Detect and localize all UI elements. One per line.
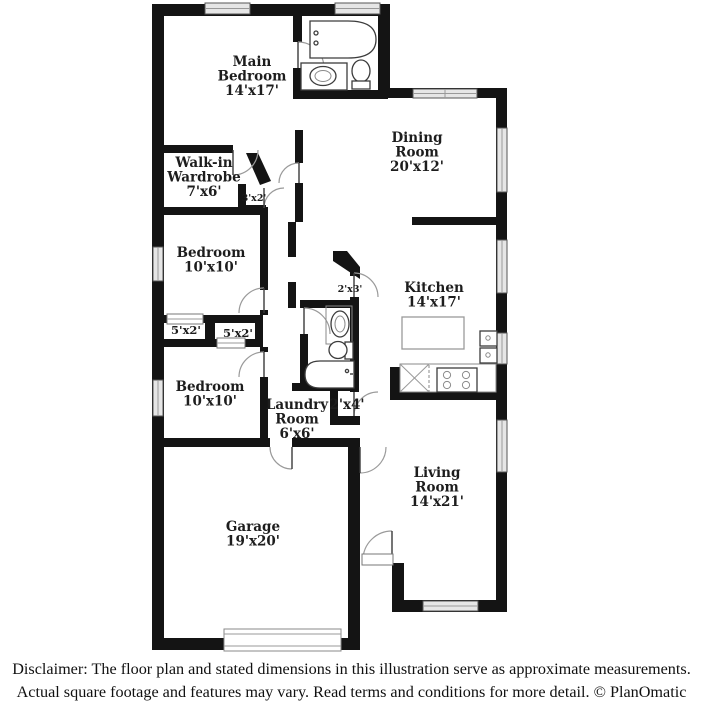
door-swing [239,352,264,377]
room-label-laundry-room: Laundry Room 6'x6' [265,397,329,442]
room-label-living-room: Living Room 14'x21' [410,465,464,510]
refrigerator-icon [400,364,429,392]
window [497,420,507,472]
disclaimer-line2: Actual square footage and features may vary. Read terms and conditions for more detail. © PlanOmatic [16,683,687,701]
window [413,89,477,98]
disclaimer-line1: Disclaimer: The floor plan and stated dimensions in this illustration serve as approximate measurements. [12,660,691,678]
toilet-icon [329,342,353,360]
window [153,380,163,416]
window [423,601,478,611]
door-swing [362,531,393,565]
window [497,128,507,192]
room-label-bedroom-1: Bedroom 10'x10' [176,245,246,276]
door-swing [360,447,386,473]
room-label-bedroom-2: Bedroom 10'x10' [175,379,245,410]
window [497,240,507,293]
door-swing [270,447,292,469]
disclaimer [0,658,703,704]
sink-icon [310,67,336,86]
window [497,333,507,364]
room-label-walk-in-wardrobe: Walk-in Wardrobe 7'x6' [167,155,241,200]
stove-icon [437,368,477,392]
window [205,3,250,14]
bathtub-icon [310,21,376,58]
room-label-main-bedroom: Main Bedroom 14'x17' [217,54,287,99]
room-label-closet-2x4: 2'x4' [329,397,365,413]
kitchen-sink-icon [480,331,497,363]
fixtures [224,21,497,651]
room-label-garage: Garage 19'x20' [225,519,281,550]
door-swing [264,188,284,208]
window [153,247,163,281]
room-label-closet-2x3: 2'x3' [337,284,363,295]
toilet-icon [352,60,370,89]
room-label-kitchen: Kitchen 14'x17' [404,280,464,311]
room-label-dining-room: Dining Room 20'x12' [390,130,444,175]
bathtub-icon [305,361,354,388]
garage-door [224,629,341,651]
door-swing [279,163,299,183]
room-label-closet-5x2-a: 5'x2' [171,323,201,337]
window [335,3,380,14]
room-label-closet-5x2-b: 5'x2' [223,326,253,340]
sink-icon [331,311,349,337]
door-swing [239,288,264,313]
kitchen-island [402,317,464,349]
room-label-closet-3x2: 3'x2' [241,193,267,204]
